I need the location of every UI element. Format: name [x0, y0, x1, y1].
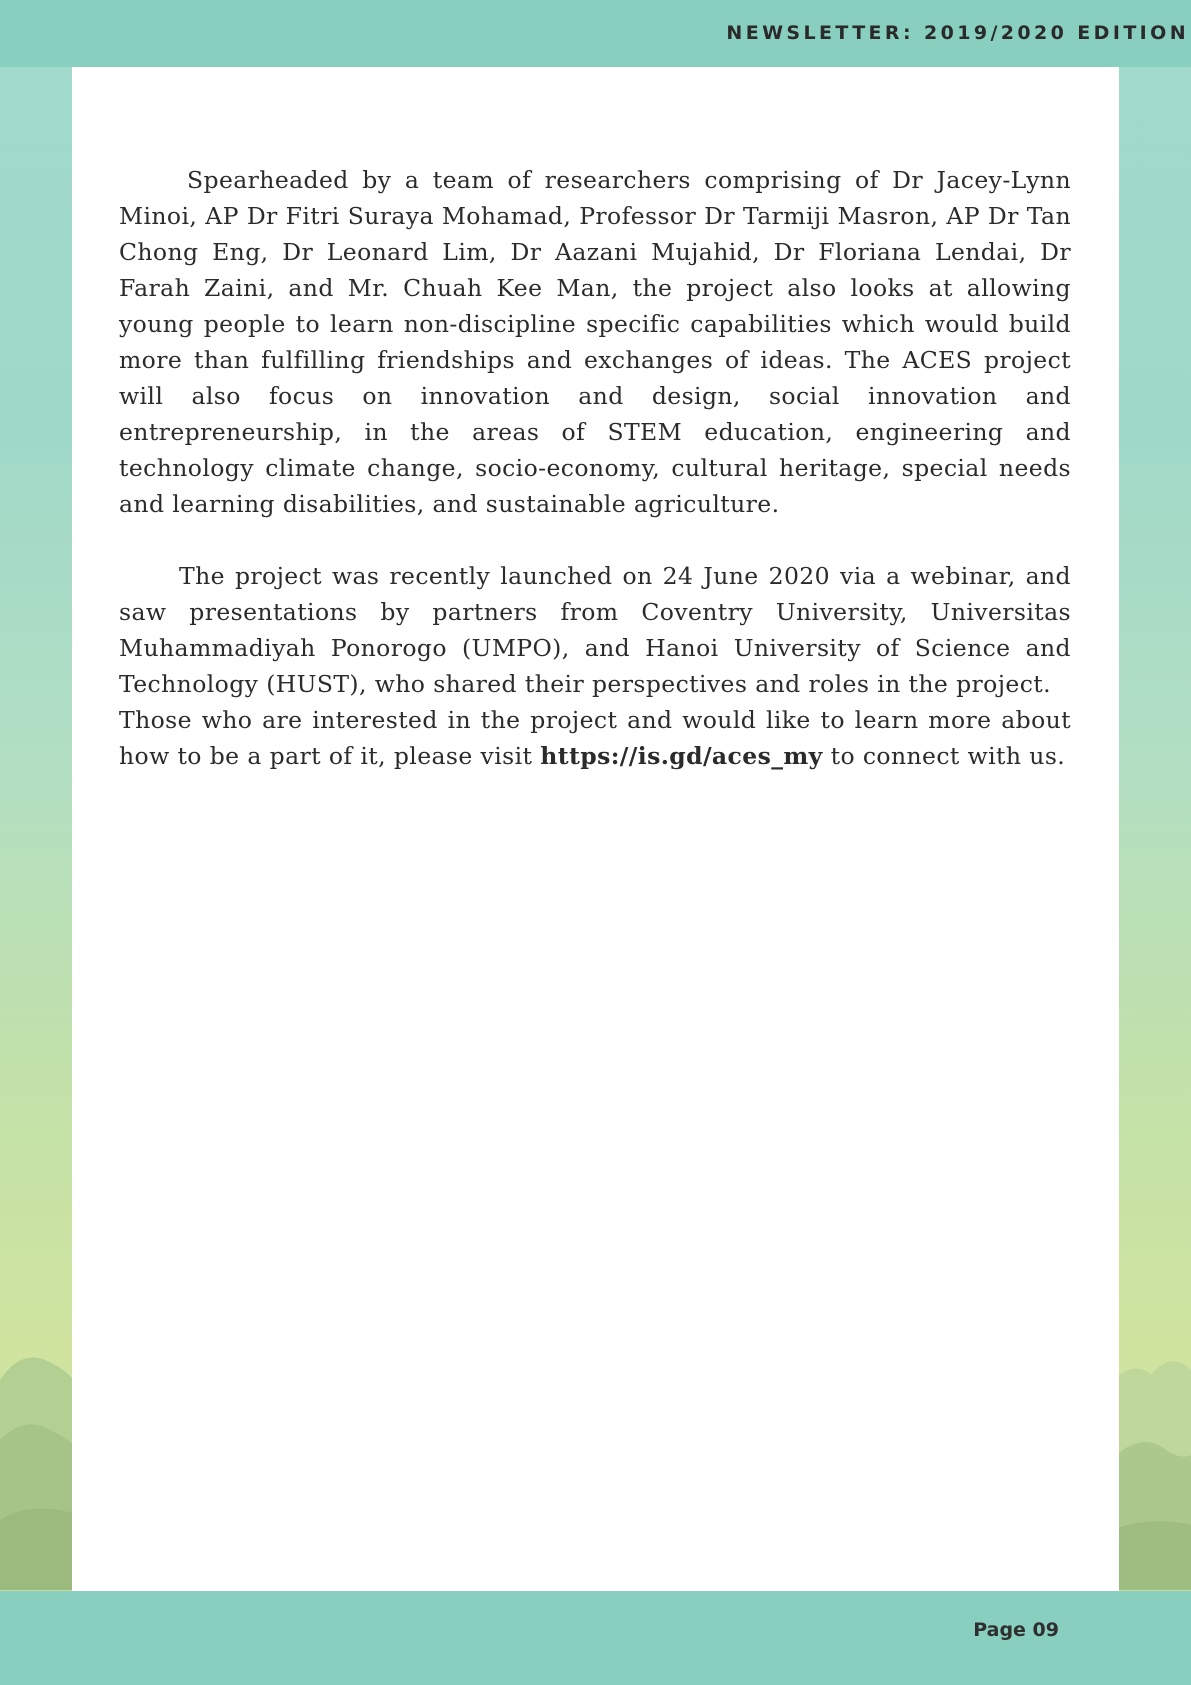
paragraph-launch: The project was recently launched on 24 June 2020 via a webinar, and saw presentations by partners from Coventry University, Universitas Muhammadiyah Ponorogo (UMPO), and Hanoi University of Science and Technology (HUST), who shared their perspectives and roles in the project. — [119, 562, 1071, 698]
contact-text-after: to connect with us. — [822, 742, 1066, 770]
contact-text-before: Those who are interested in the project and would like to learn more about how to be a part of it, please visit — [119, 706, 1071, 770]
article-body — [119, 162, 1071, 774]
page-number: Page 09 — [973, 1619, 1059, 1641]
newsletter-title: NEWSLETTER: 2019/2020 EDITION — [726, 22, 1189, 44]
landscape-decoration-right — [1111, 1320, 1191, 1590]
footer-bar — [0, 1591, 1191, 1685]
paragraph-contact — [119, 702, 1071, 774]
header-bar — [0, 0, 1191, 67]
content-panel — [72, 67, 1119, 1591]
aces-link[interactable]: https://is.gd/aces_my — [540, 742, 823, 770]
paragraph-researchers: Spearheaded by a team of researchers comprising of Dr Jacey-Lynn Minoi, AP Dr Fitri Suraya Mohamad, Professor Dr Tarmiji Masron, AP Dr Tan Chong Eng, Dr Leonard Lim, Dr Aazani Mujahid, Dr Floriana Lendai, Dr Farah Zaini, and Mr. Chuah Kee Man, the project also looks at allowing young people to learn non-discipline specific capabilities which would build more than fulfilling friendships and exchanges of ideas. The ACES project will also focus on innovation and design, social innovation and entrepreneurship, in the areas of STEM education, engineering and technology climate change, socio-economy, cultural heritage, special needs and learning disabilities, and sustainable agriculture. — [119, 166, 1071, 518]
landscape-decoration-left — [0, 1320, 80, 1590]
